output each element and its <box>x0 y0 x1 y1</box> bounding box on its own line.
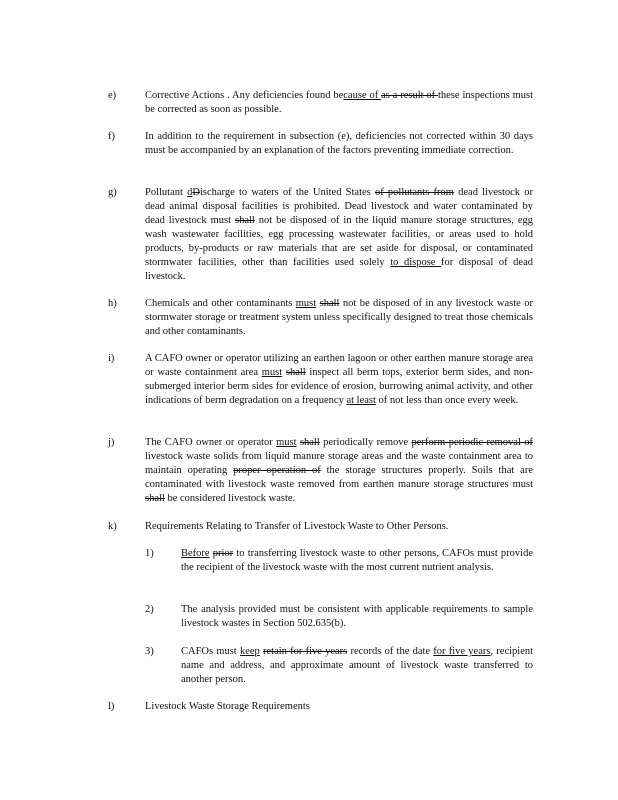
deleted-text: proper operation of <box>233 465 321 476</box>
inserted-text: for five years <box>433 646 491 657</box>
text-run: livestock waste solids from liquid manure storage areas and the waste containment area to maintain operating <box>145 451 533 476</box>
item-label: g) <box>108 187 117 198</box>
item-text <box>145 436 533 506</box>
inserted-text: keep <box>239 646 260 657</box>
text-run: In addition to the requirement in subsection (e), deficiencies not corrected within 30 days must be accompanied by an explanation of the factors preventing immediate correction. <box>145 131 533 156</box>
item-label: 2) <box>145 604 154 615</box>
text-run: Corrective Actions . Any deficiencies found be <box>145 90 344 101</box>
text-run: to transferring livestock waste to other persons, CAFOs must provide the recipient of the livestock waste with the most current nutrient analysis. <box>181 548 534 573</box>
inserted-text: Before <box>181 548 210 559</box>
text-run: records of the date <box>347 646 434 657</box>
deleted-text: shall <box>299 437 320 448</box>
text-run: The CAFO owner or operator <box>145 437 277 448</box>
text-run: the storage structures properly. Soils that are contaminated with livestock waste removed from earthen manure storage structures must <box>145 465 533 490</box>
deleted-text: perform periodic removal of <box>411 437 533 448</box>
item-label: f) <box>108 131 115 142</box>
item-label: i) <box>108 353 115 364</box>
text-run: ischarge to waters of the United States <box>199 187 375 198</box>
inserted-text: must <box>295 298 317 309</box>
item-label: k) <box>108 521 117 532</box>
text-run: of not less than once every week. <box>375 395 519 406</box>
item-label: l) <box>108 701 115 712</box>
inserted-text: to dispose <box>390 257 442 268</box>
inserted-text: d <box>187 187 193 198</box>
deleted-text: prior <box>212 548 234 559</box>
text-run: periodically remove <box>319 437 412 448</box>
text-run: The analysis provided must be consistent with applicable requirements to sample livestock wastes in Section 502.635(b). <box>181 604 533 629</box>
deleted-text: of pollutants from <box>374 187 454 198</box>
item-label: e) <box>108 90 117 101</box>
text-run: A CAFO owner or operator utilizing an earthen lagoon or other earthen manure storage area or waste containment area <box>145 353 533 378</box>
deleted-text: shall <box>285 367 306 378</box>
text-run: dead livestock or dead animal disposal facilities is prohibited. Dead livestock and water contaminated by dead livestock must <box>145 187 533 226</box>
deleted-text: shall <box>145 493 165 504</box>
text-run: CAFOs must <box>181 646 240 657</box>
item-text <box>145 700 533 714</box>
text-run: not be disposed of in the liquid manure storage structures, egg wash wastewater facilities, egg processing wastewater facilities, or areas used to hold products, by-products or raw materials that are set aside for disposal, or contaminated stormwater facilities, other than facilities used solely <box>145 215 533 268</box>
item-label: h) <box>108 298 117 309</box>
item-text <box>145 297 533 339</box>
deleted-text: retain for five years <box>263 646 348 657</box>
text-run: inspect all berm tops, exterior berm sides, and non-submerged interior berm sides for evidence of erosion, burrowing animal activity, and other indications of berm degradation on a frequency <box>145 367 533 406</box>
inserted-text: cause of <box>343 90 382 101</box>
item-text <box>181 603 533 631</box>
text-run: these inspections must be corrected as soon as possible. <box>145 90 533 115</box>
inserted-text: must <box>276 437 297 448</box>
text-run: , recipient name and address, and approximate amount of livestock waste transferred to another person. <box>181 646 534 685</box>
deleted-text: shall <box>235 215 255 226</box>
text-run: Pollutant <box>145 187 188 198</box>
item-text <box>145 130 533 158</box>
item-text <box>145 186 533 284</box>
text-run: Requirements Relating to Transfer of Livestock Waste to Other Persons. <box>145 521 449 532</box>
item-text <box>181 645 533 687</box>
item-text <box>181 547 533 575</box>
text-run: Livestock Waste Storage Requirements <box>145 701 310 712</box>
deleted-text: D <box>192 187 200 198</box>
item-label: 3) <box>145 646 154 657</box>
item-text <box>145 89 533 117</box>
item-text <box>145 352 533 408</box>
text-run: Chemicals and other contaminants <box>145 298 296 309</box>
item-label: j) <box>108 437 115 448</box>
text-run: be considered livestock waste. <box>164 493 296 504</box>
deleted-text: shall <box>319 298 340 309</box>
item-text <box>145 520 533 534</box>
inserted-text: must <box>261 367 283 378</box>
item-label: 1) <box>145 548 154 559</box>
text-run: not be disposed of in any livestock waste or stormwater storage or treatment system unless specifically designed to treat those chemicals and other contaminants. <box>145 298 534 337</box>
inserted-text: at least <box>346 395 376 406</box>
text-run: for disposal of dead livestock. <box>145 257 533 282</box>
deleted-text: as a result of <box>381 90 439 101</box>
